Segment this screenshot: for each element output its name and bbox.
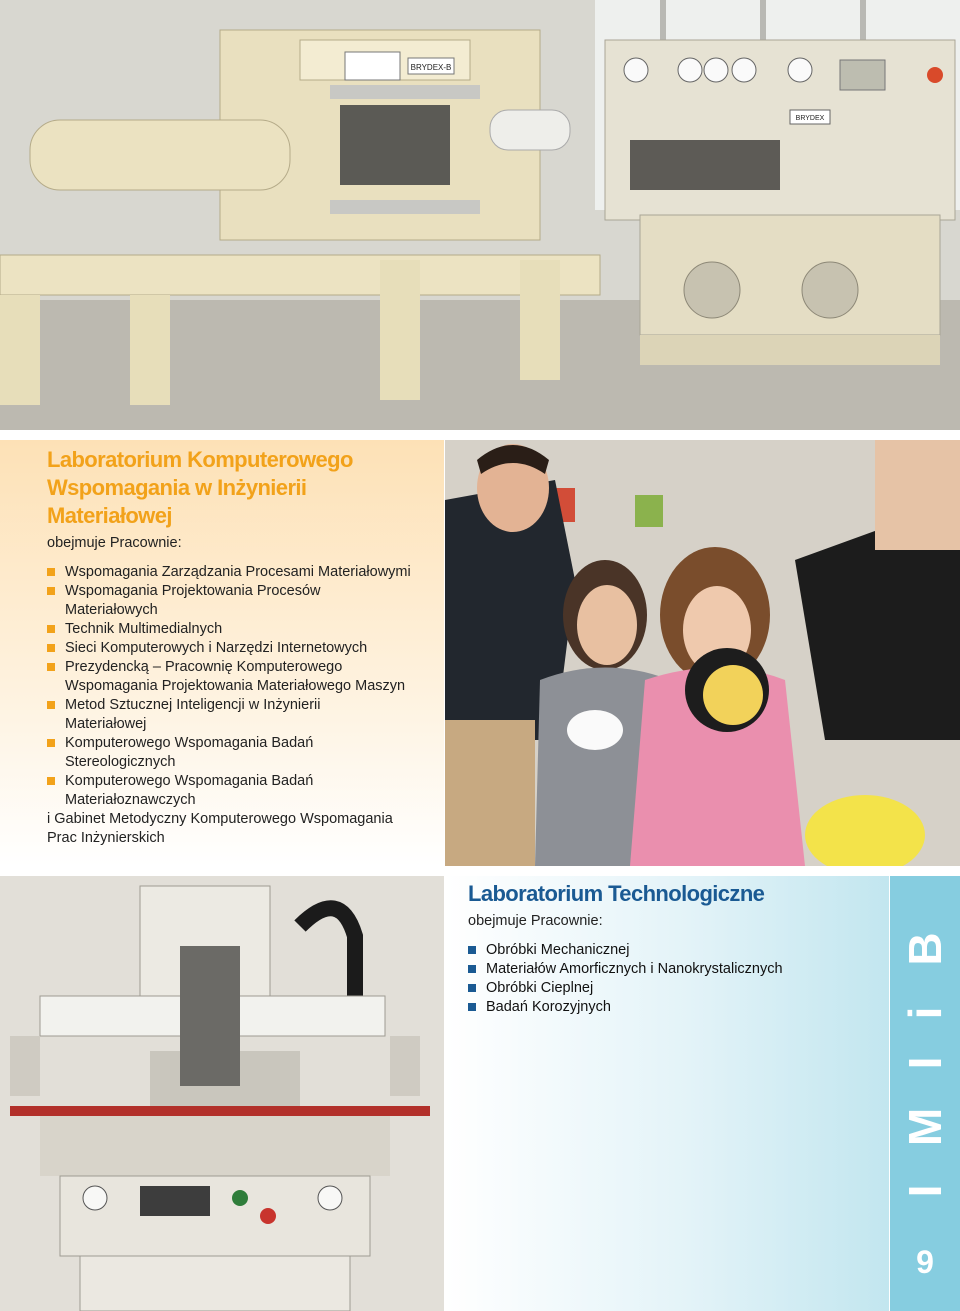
square-bullet-icon: [47, 568, 55, 576]
computer-lab-title: [47, 446, 437, 530]
list-item-text: Materiałów Amorficznych i Nanokrystalicznych: [486, 961, 783, 977]
panel-plate-label: BRYDEX: [795, 115, 825, 122]
title-line: Materiałowej: [47, 503, 172, 528]
page-number: 9: [916, 1244, 934, 1280]
outro-line: Prac Inżynierskich: [47, 830, 165, 846]
students-illustration: [445, 440, 960, 866]
list-item: [47, 620, 437, 639]
strip-letter: I: [899, 1056, 951, 1070]
computer-lab-intro: obejmuje Pracownie:: [47, 535, 182, 551]
square-bullet-icon: [468, 965, 476, 973]
list-item-text: Wspomagania Projektowania Materiałowego Maszyn: [65, 678, 406, 694]
technology-lab-intro: obejmuje Pracownie:: [468, 913, 603, 929]
list-item: [47, 639, 437, 658]
outro-line: i Gabinet Metodyczny Komputerowego Wspomagania: [47, 811, 393, 827]
list-item-text: Stereologicznych: [65, 754, 176, 770]
square-bullet-icon: [468, 984, 476, 992]
square-bullet-icon: [47, 587, 55, 595]
title-line: Wspomagania w Inżynierii: [47, 475, 307, 500]
list-item: [47, 772, 437, 810]
machine-plate-label: BRYDEX-B: [410, 63, 452, 72]
list-item-text: Obróbki Mechanicznej: [486, 942, 630, 958]
list-item: [47, 658, 437, 696]
list-item-text: Badań Korozyjnych: [486, 999, 611, 1015]
title-line: Laboratorium Komputerowego: [47, 447, 353, 472]
list-item: [47, 582, 437, 620]
square-bullet-icon: [47, 644, 55, 652]
strip-letters: [898, 896, 952, 1196]
square-bullet-icon: [468, 1003, 476, 1011]
list-item: [47, 696, 437, 734]
square-bullet-icon: [47, 739, 55, 747]
list-item-text: Materiałowych: [65, 602, 158, 618]
computer-lab-outro: [47, 810, 437, 848]
strip-letter: i: [899, 1006, 951, 1020]
square-bullet-icon: [468, 946, 476, 954]
list-item: [468, 998, 878, 1017]
screen-printer-photo: [0, 876, 444, 1311]
technology-lab-title: Laboratorium Technologiczne: [468, 881, 765, 906]
technology-lab-list: [468, 941, 878, 1017]
strip-letter: M: [899, 1107, 951, 1147]
hydraulic-machine-photo: [0, 0, 960, 430]
strip-letter: I: [899, 1184, 951, 1198]
list-item-text: Komputerowego Wspomagania Badań: [65, 735, 314, 751]
list-item: [468, 979, 878, 998]
computer-lab-list: [47, 563, 437, 810]
list-item-text: Wspomagania Projektowania Procesów: [65, 583, 321, 599]
list-item-text: Wspomagania Zarządzania Procesami Materiałowymi: [65, 564, 411, 580]
strip-letter: B: [899, 932, 951, 966]
list-item-text: Metod Sztucznej Inteligencji w Inżynierii: [65, 697, 321, 713]
list-item: [468, 960, 878, 979]
screen-printer-illustration: [0, 876, 444, 1311]
hydraulic-machine-illustration: [0, 0, 960, 430]
computer-lab-panel: [0, 440, 444, 866]
square-bullet-icon: [47, 625, 55, 633]
side-strip: [890, 876, 960, 1311]
list-item-text: Materiałoznawczych: [65, 792, 196, 808]
list-item: [47, 563, 437, 582]
list-item-text: Prezydencką – Pracownię Komputerowego: [65, 659, 343, 675]
list-item-text: Materiałowej: [65, 716, 147, 732]
list-item: [47, 734, 437, 772]
square-bullet-icon: [47, 663, 55, 671]
list-item: [468, 941, 878, 960]
square-bullet-icon: [47, 701, 55, 709]
technology-lab-panel: [445, 876, 889, 1311]
list-item-text: Komputerowego Wspomagania Badań: [65, 773, 314, 789]
list-item-text: Sieci Komputerowych i Narzędzi Internetowych: [65, 640, 368, 656]
square-bullet-icon: [47, 777, 55, 785]
students-photo: [445, 440, 960, 866]
list-item-text: Obróbki Cieplnej: [486, 980, 594, 996]
list-item-text: Technik Multimedialnych: [65, 621, 223, 637]
